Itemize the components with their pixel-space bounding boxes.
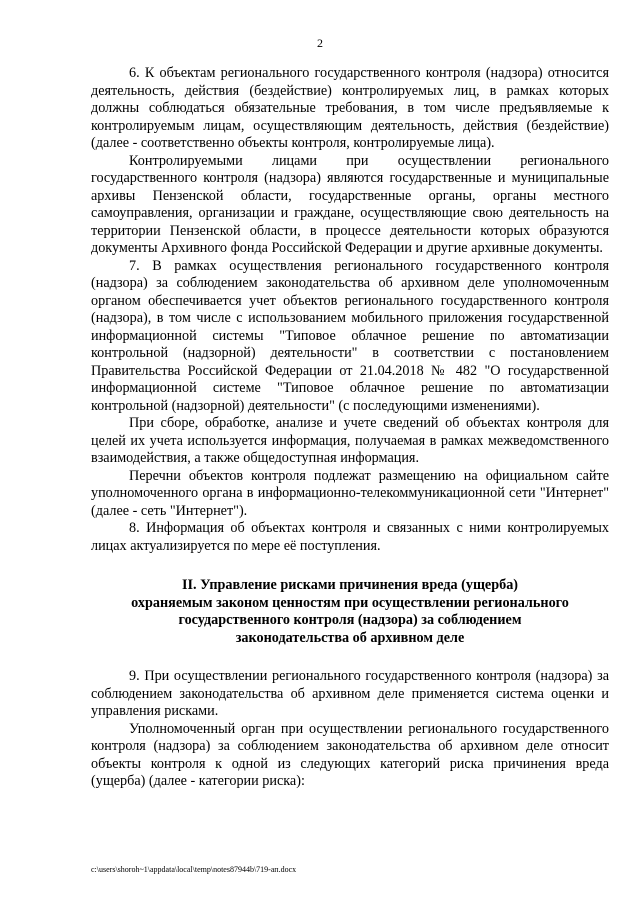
paragraph-item-9: 9. При осуществлении регионального государственного контроля (надзора) за соблюдением законодательства об архивном деле применяется система оценки и управления рисками. xyxy=(91,668,609,720)
paragraph-object-lists: Перечни объектов контроля подлежат размещению на официальном сайте уполномоченного органа в информационно-телекоммуникационной сети "Интернет" (далее - сеть "Интернет"). xyxy=(91,467,609,519)
paragraph-risk-categories: Уполномоченный орган при осуществлении регионального государственного контроля (надзора) за соблюдением законодательства об архивном деле относит объекты контроля к одной из следующих категорий риска причинения вреда (ущерба) (далее - категории риска): xyxy=(91,720,609,790)
section-spacer xyxy=(91,555,609,577)
paragraph-item-7: 7. В рамках осуществления регионального государственного контроля (надзора) за соблюдением законодательства об архивном деле уполномоченным органом обеспечивается учет объектов регионального государственного контроля (надзора), в том числе с использованием мобильного приложения государственной информационной системы "Типовое облачное решение по автоматизации контрольной (надзорной) деятельности" в соответствии с постановлением Правительства Российской Федерации от 21.04.2018 № 482 "О государственной информационной системе "Типовое облачное решение по автоматизации контрольной (надзорной) деятельности" (с последующими изменениями). xyxy=(91,257,609,414)
paragraph-item-8: 8. Информация об объектах контроля и связанных с ними контролируемых лицах актуализируется по мере её поступления. xyxy=(91,520,609,554)
section-heading-line: II. Управление рисками причинения вреда (ущерба) xyxy=(181,577,519,593)
section-heading-line: охраняемым законом ценностям при осуществлении регионального xyxy=(131,594,569,611)
section-heading xyxy=(91,577,609,647)
document-body xyxy=(91,65,609,791)
paragraph-item-6: 6. К объектам регионального государственного контроля (надзора) относится деятельность, действия (бездействие) контролируемых лиц, в рамках которых должны соблюдаться обязательные требования, в том числе предъявляемые к контролируемым лицам, осуществляющим деятельность, действия (бездействие) (далее - соответственно объекты контроля, контролируемые лица). xyxy=(91,65,609,151)
section-heading-line: законодательства об архивном деле xyxy=(235,629,465,646)
footer-file-path: c:\users\shoroh~1\appdata\local\temp\notes87944b\719-ап.docx xyxy=(91,865,297,874)
page-number: 2 xyxy=(317,36,323,50)
paragraph-controlled-persons: Контролируемыми лицами при осуществлении регионального государственного контроля (надзора) являются государственные и муниципальные архивы Пензенской области, государственные органы, органы местного самоуправления, организации и граждане, осуществляющие свою деятельность на территории Пензенской области, в процессе деятельности которых образуются документы Архивного фонда Российской Федерации и другие архивные документы. xyxy=(91,152,609,256)
paragraph-data-collection: При сборе, обработке, анализе и учете сведений об объектах контроля для целей их учета используется информация, получаемая в рамках межведомственного взаимодействия, а также общедоступная информация. xyxy=(91,415,609,466)
section-heading-line: государственного контроля (надзора) за соблюдением xyxy=(178,612,522,629)
